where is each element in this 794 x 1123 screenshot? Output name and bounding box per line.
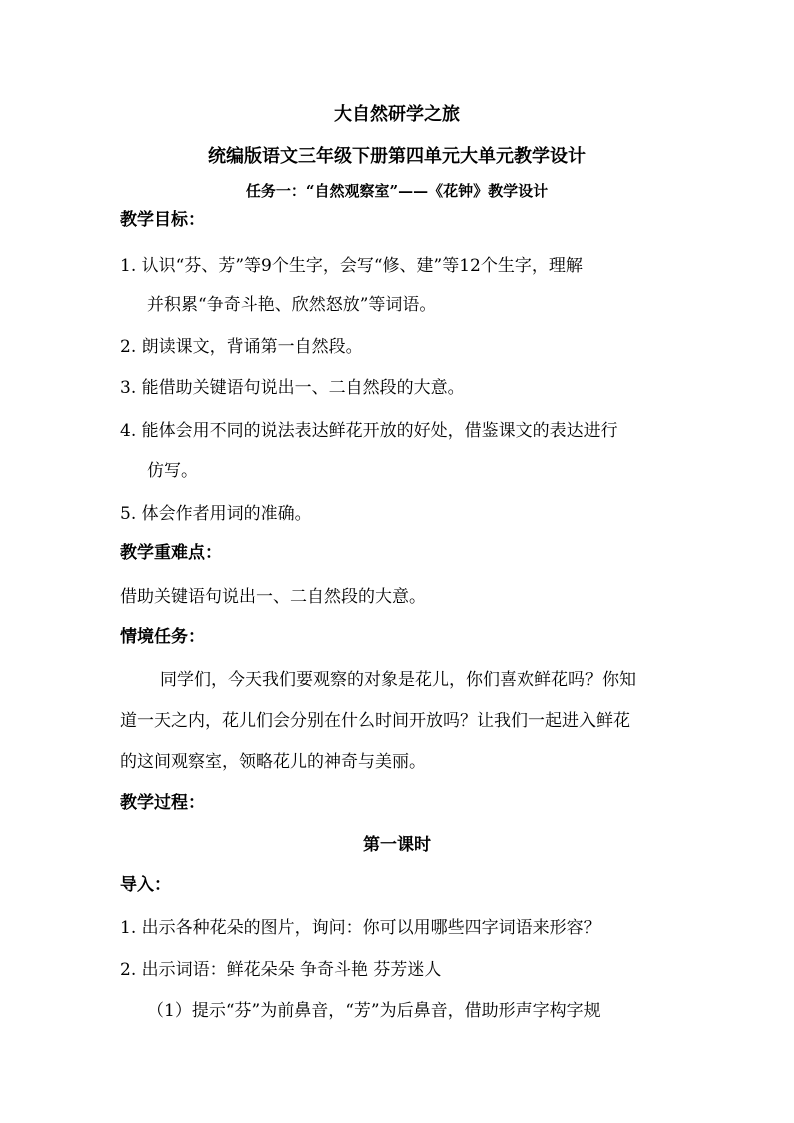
situation-heading: 情境任务： [120,627,205,647]
situation-line-1: 同学们，今天我们要观察的对象是花儿，你们喜欢鲜花吗？你知 [160,670,636,690]
intro-heading: 导入： [120,875,171,895]
objectives-heading: 教学目标： [120,210,205,230]
document-subtitle: 统编版语文三年级下册第四单元大单元教学设计 [208,146,586,167]
objective-item-2: 2. 朗读课文，背诵第一自然段。 [120,337,363,357]
intro-item-1: 1. 出示各种花朵的图片，询问：你可以用哪些四字词语来形容？ [120,918,601,938]
objective-item-1-line1: 1. 认识“芬、芳”等9个生字，会写“修、建”等12个生字，理解 [120,256,583,276]
key-points-text: 借助关键语句说出一、二自然段的大意。 [120,587,426,607]
objective-item-1-line2: 并积累“争奇斗艳、欣然怒放”等词语。 [147,295,437,315]
situation-line-2: 道一天之内，花儿们会分别在什么时间开放吗？让我们一起进入鲜花 [120,711,630,731]
objective-item-5: 5. 体会作者用词的准确。 [120,504,312,524]
lesson-title: 第一课时 [363,835,431,855]
key-points-heading: 教学重难点： [120,543,222,563]
intro-item-2: 2. 出示词语：鲜花朵朵 争奇斗艳 芬芳迷人 [120,960,442,980]
sub-item-1: （1）提示“芬”为前鼻音，“芳”为后鼻音，借助形声字构字规 [147,1001,601,1021]
objective-item-4-line2: 仿写。 [147,461,198,481]
task-title: 任务一：“自然观察室”——《花钟》教学设计 [245,182,549,200]
objective-item-4-line1: 4. 能体会用不同的说法表达鲜花开放的好处，借鉴课文的表达进行 [120,421,618,441]
process-heading: 教学过程： [120,793,205,813]
document-title: 大自然研学之旅 [334,104,460,125]
situation-line-3: 的这间观察室，领略花儿的神奇与美丽。 [120,752,426,772]
objective-item-3: 3. 能借助关键语句说出一、二自然段的大意。 [120,378,465,398]
